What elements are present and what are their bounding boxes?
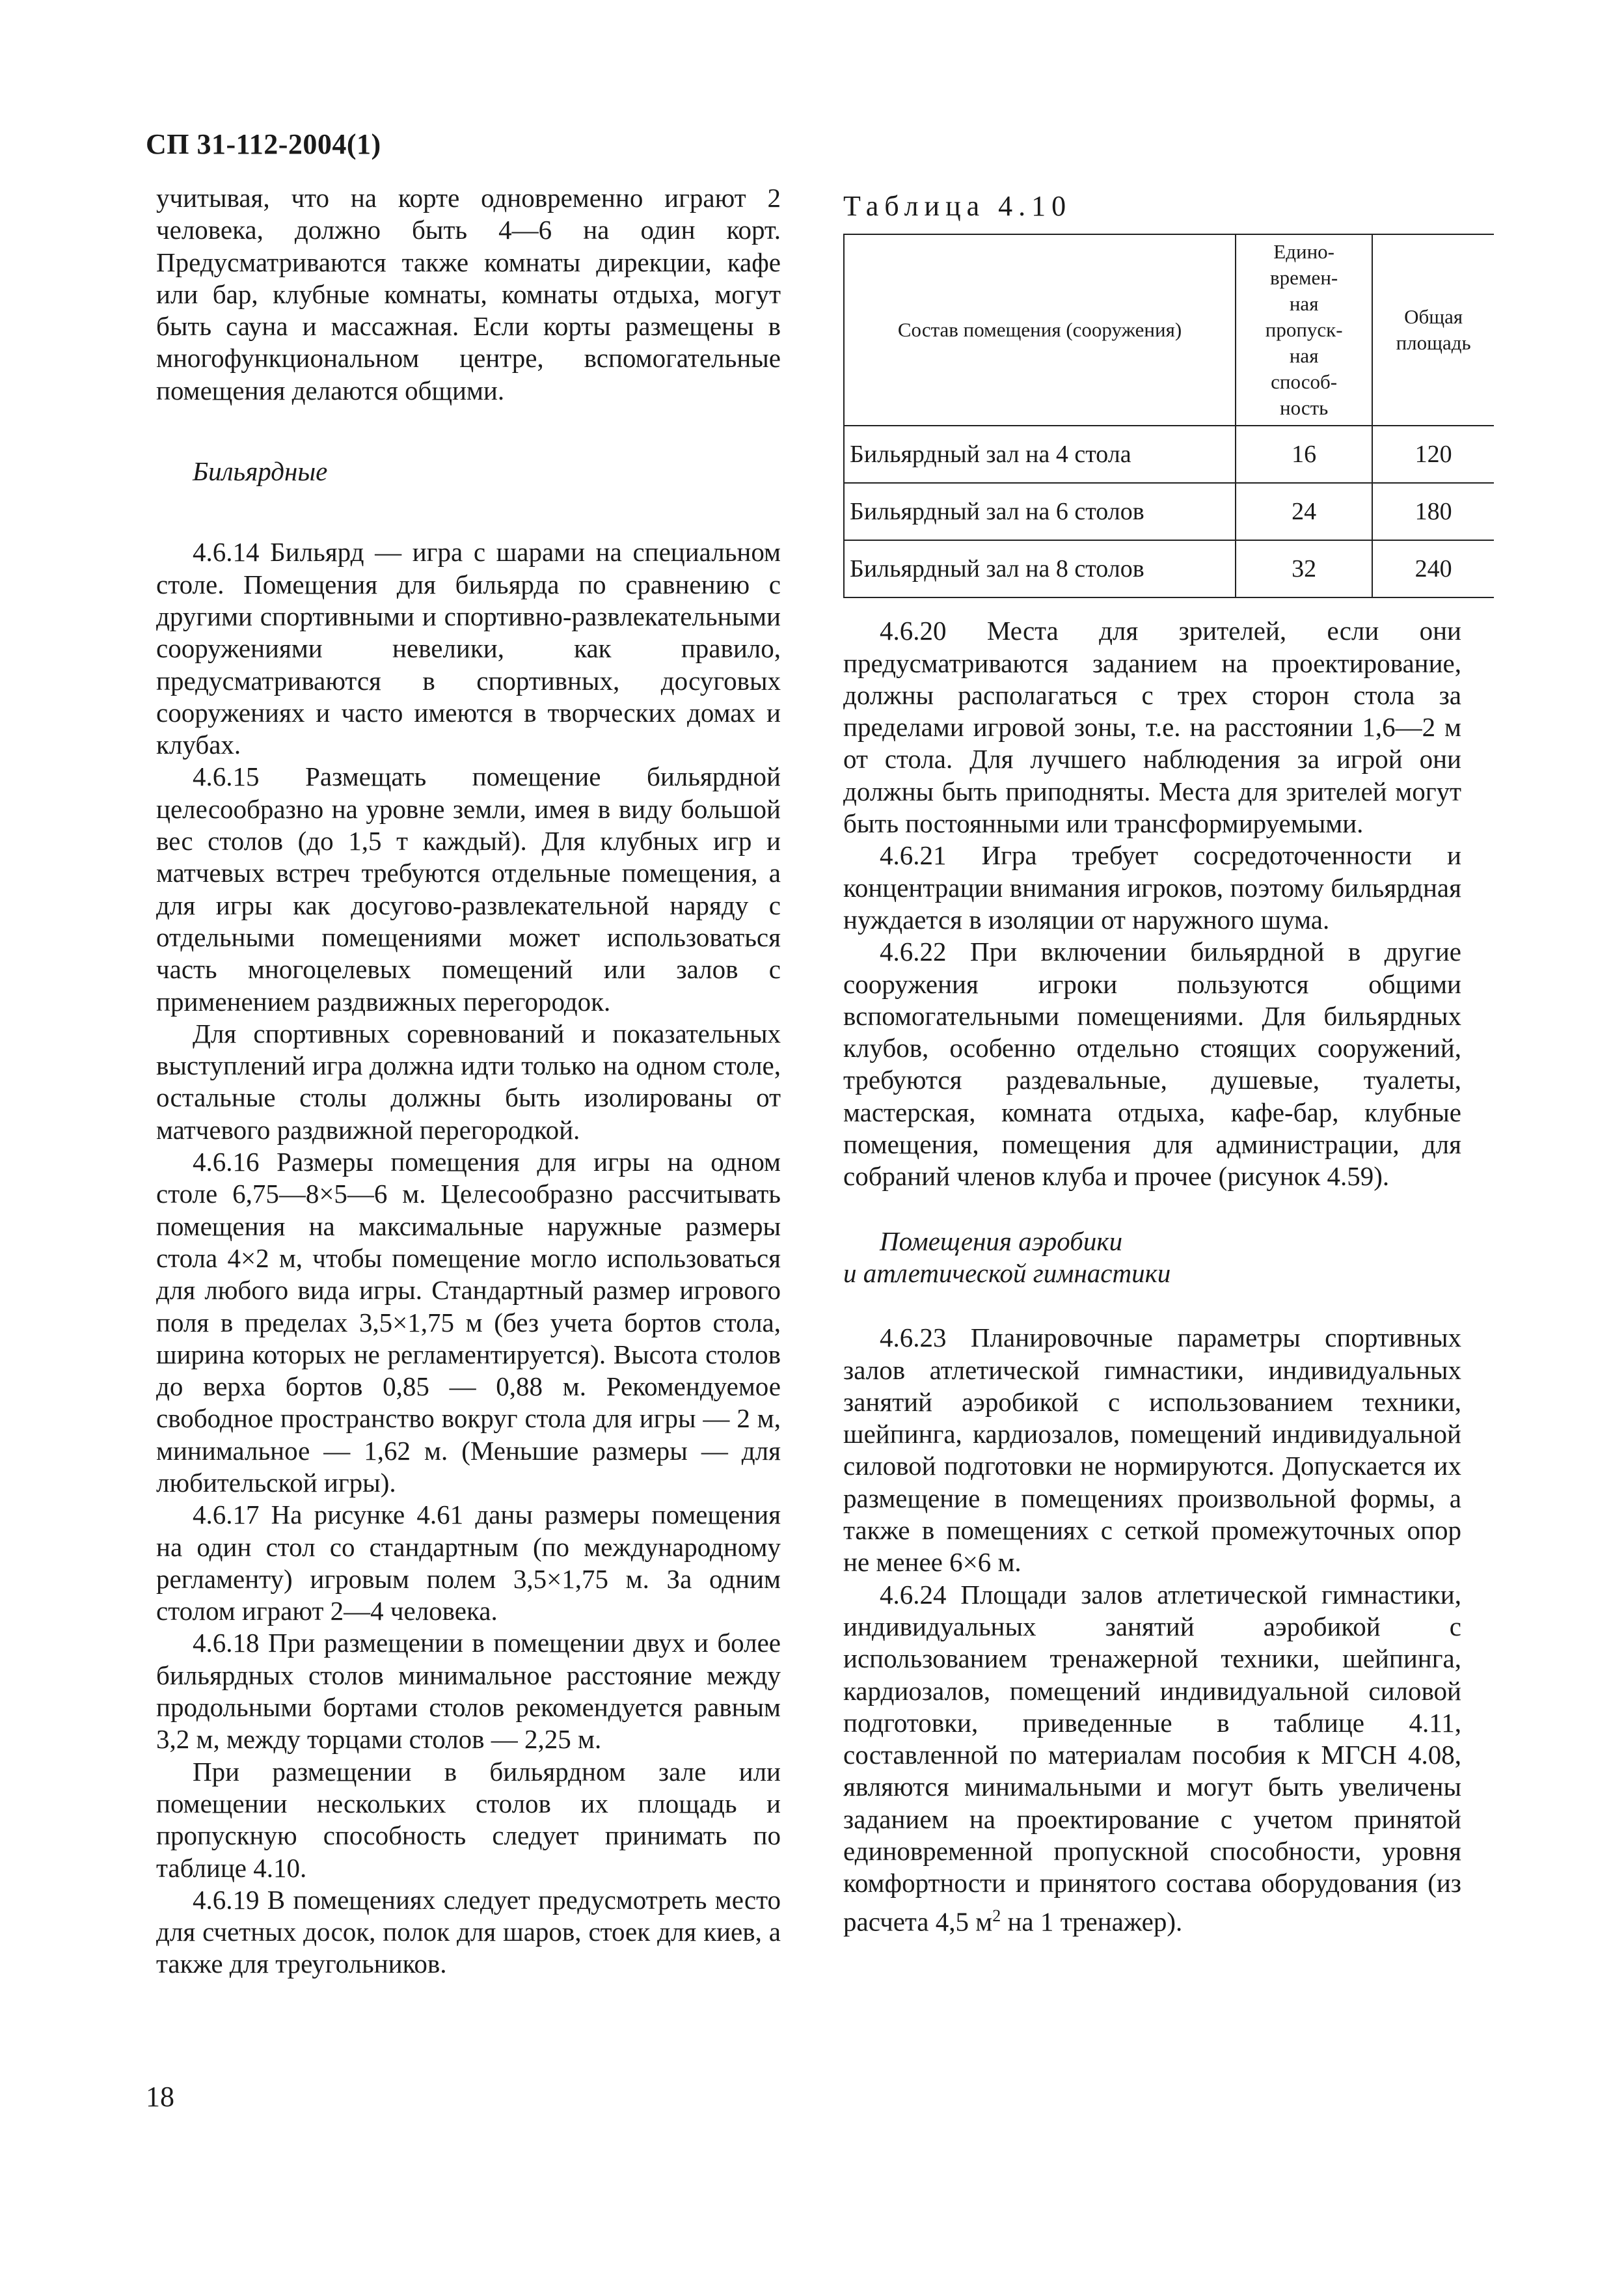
- header-capacity-line: способ-: [1271, 370, 1338, 394]
- paragraph-4-6-17: 4.6.17 На рисунке 4.61 даны размеры помещения на один стол со стандартным (по международному регламенту) игровым полем 3,5×1,75 м. За одним столом играют 2—4 человека.: [156, 1500, 781, 1626]
- left-text-column: [156, 182, 781, 1981]
- paragraph-4-6-24-tail: на 1 тренажер).: [1001, 1906, 1183, 1937]
- page-number: 18: [146, 2081, 174, 2113]
- right-paragraphs: [843, 615, 1461, 1192]
- header-capacity-line: ная: [1289, 344, 1319, 368]
- section-heading-line: и атлетической гимнастики: [843, 1257, 1171, 1288]
- room-name-cell: Бильярдный зал на 8 столов: [844, 540, 1236, 597]
- paragraph-4-6-20: 4.6.20 Места для зрителей, если они предусматриваются заданием на проектирование, должны располагаться с трех сторон стола за пределами игровой зоны, т.е. на расстоянии 1,6—2 м от стола. Для лучшего наблюдения за игрой они должны быть приподняты. Места для зрителей могут быть постоянными или трансформируемыми.: [843, 616, 1461, 839]
- paragraph-4-6-15: 4.6.15 Размещать помещение бильярдной целесообразно на уровне земли, имея в виду большой вес столов (до 1,5 т каждый). Для клубных игр и матчевых встреч требуются отдельные помещения, а для игры как досугово-развлекательной наряду с отдельными помещениями может использоваться часть многоцелевых помещений или залов с применением раздвижных перегородок.: [156, 761, 781, 1017]
- header-area-line: Общая: [1404, 305, 1463, 329]
- area-cell: 180: [1372, 483, 1494, 540]
- paragraph-4-6-18: 4.6.18 При размещении в помещении двух и более бильярдных столов минимальное расстояние между продольными бортами столов рекомендуется равным 3,2 м, между торцами столов — 2,25 м.: [156, 1628, 781, 1755]
- paragraph-4-6-24: [843, 1579, 1461, 1938]
- paragraph-4-6-22: 4.6.22 При включении бильярдной в другие сооружения игроки пользуются общими вспомогательными помещениями. Для бильярдных клубов, особенно отдельно стоящих сооружений, требуются раздевальные, душевые, туалеты, мастерская, комната отдыха, кафе-бар, клубные помещения, помещения для администрации, для собраний членов клуба и прочее (рисунок 4.59).: [843, 937, 1461, 1192]
- paragraph-4-6-19: 4.6.19 В помещениях следует предусмотреть место для счетных досок, полок для шаров, стоек для киев, а также для треугольников.: [156, 1884, 781, 1979]
- capacity-cell: 16: [1236, 426, 1372, 483]
- capacity-cell: 32: [1236, 540, 1372, 597]
- section-heading-billiards: Бильярдные: [193, 456, 328, 487]
- paragraph-4-6-23: 4.6.23 Планировочные параметры спортивных залов атлетической гимнастики, индивидуальных занятий аэробикой с использованием техники, шейпинга, кардиозалов, помещений индивидуальной силовой подготовки не нормируются. Допускается их размещение в помещениях произвольной формы, а также в помещениях с сеткой промежуточных опор не менее 6×6 м.: [843, 1323, 1461, 1578]
- table-row: [844, 483, 1494, 540]
- header-room-composition: Состав помещения (сооружения): [844, 234, 1236, 426]
- room-name-cell: Бильярдный зал на 6 столов: [844, 483, 1236, 540]
- paragraph-4-6-24-main: 4.6.24 Площади залов атлетической гимнастики, индивидуальных занятий аэробикой с использованием тренажерной техники, шейпинга, кардиозалов, помещений индивидуальной силовой подготовки, приведенные в таблице 4.11, составленной по материалам пособия к МГСН 4.08, являются минимальными и могут быть увеличены заданием на проектирование с учетом принятой единовременной пропускной способности, уровня комфортности и принятого состава оборудования (из расчета 4,5 м: [843, 1579, 1461, 1937]
- area-cell: 240: [1372, 540, 1494, 597]
- section-heading-line: Помещения аэробики: [880, 1226, 1123, 1256]
- header-capacity-line: пропуск-: [1265, 318, 1343, 342]
- right-text-column: [843, 182, 1471, 1938]
- header-capacity-line: ная: [1289, 292, 1319, 316]
- capacity-cell: 24: [1236, 483, 1372, 540]
- header-capacity-line: Едино-: [1273, 240, 1334, 264]
- header-total-area: [1372, 234, 1494, 426]
- section-heading-aerobics: [843, 1226, 1461, 1290]
- area-cell: 120: [1372, 426, 1494, 483]
- room-name-cell: Бильярдный зал на 4 стола: [844, 426, 1236, 483]
- header-capacity-line: времен-: [1270, 266, 1338, 290]
- paragraph-4-6-21: 4.6.21 Игра требует сосредоточенности и концентрации внимания игроков, поэтому бильярдная нуждается в изоляции от наружного шума.: [843, 840, 1461, 935]
- superscript-2: 2: [992, 1906, 1001, 1925]
- paragraph-table-reference: При размещении в бильярдном зале или помещении нескольких столов их площадь и пропускную способность следует принимать по таблице 4.10.: [156, 1756, 781, 1883]
- intro-paragraph: учитывая, что на корте одновременно играют 2 человека, должно быть 4—6 на один корт. Предусматриваются также комнаты дирекции, кафе или бар, клубные комнаты, комнаты отдыха, могут быть сауна и массажная. Если корты размещены в многофункциональном центре, вспомогательные помещения делаются общими.: [156, 183, 781, 405]
- table-row: [844, 540, 1494, 597]
- table-caption: Таблица 4.10: [843, 190, 1072, 222]
- header-area-line: площадь: [1396, 331, 1471, 355]
- paragraph-4-6-16: 4.6.16 Размеры помещения для игры на одном столе 6,75—8×5—6 м. Целесообразно рассчитывать помещения на максимальные наружные размеры стола 4×2 м, чтобы помещение могло использоваться для любого вида игры. Стандартный размер игрового поля в пределах 3,5×1,75 м (без учета бортов стола, ширина которых не регламентируется). Высота столов до верха бортов 0,85 — 0,88 м. Рекомендуемое свободное пространство вокруг стола для игры — 2 м, минимальное — 1,62 м. (Меньшие размеры — для любительской игры).: [156, 1147, 781, 1498]
- paragraph-4-6-14: 4.6.14 Бильярд — игра с шарами на специальном столе. Помещения для бильярда по сравнению с другими спортивными и спортивно-развлекательными сооружениями невелики, как правило, предусматриваются в спортивных, досуговых сооружениях и часто имеются в творческих домах и клубах.: [156, 537, 781, 760]
- table-header-row: [844, 234, 1494, 426]
- table-row: [844, 426, 1494, 483]
- billiard-capacity-table: [843, 234, 1494, 598]
- header-capacity-line: ность: [1279, 396, 1329, 420]
- document-code-header: СП 31-112-2004(1): [146, 128, 381, 160]
- header-capacity: [1236, 234, 1372, 426]
- paragraph-competitions: Для спортивных соревнований и показательных выступлений игра должна идти только на одном столе, остальные столы должны быть изолированы от матчевого раздвижной перегородкой.: [156, 1018, 781, 1145]
